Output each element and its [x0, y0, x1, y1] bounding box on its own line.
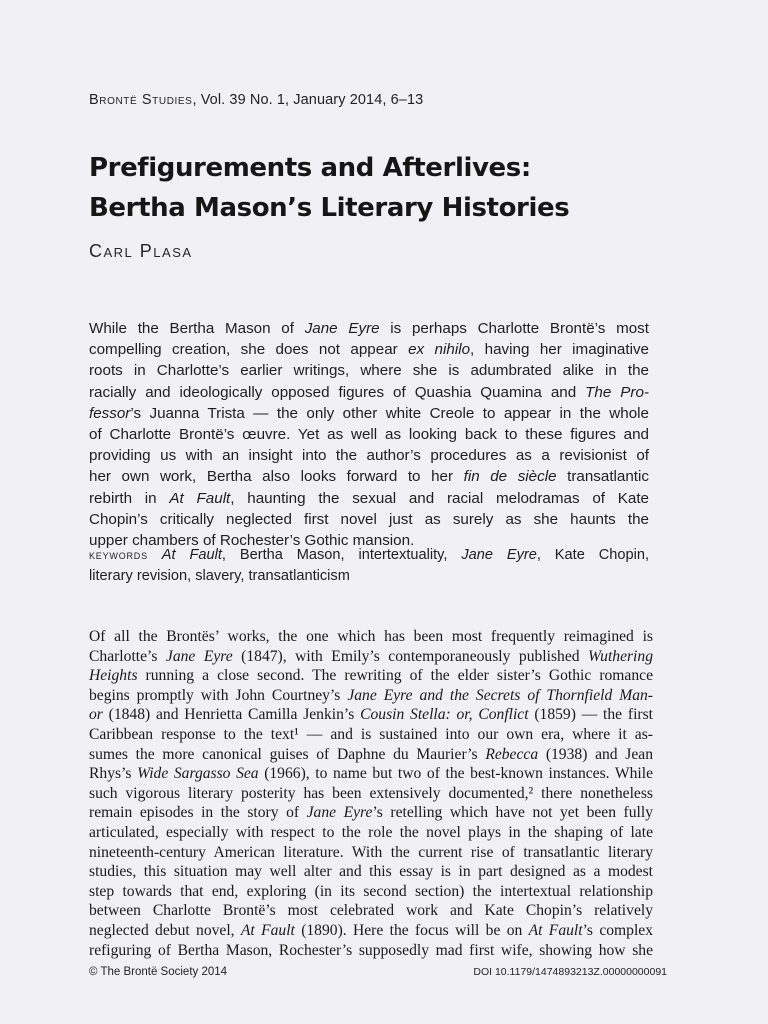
body-line: sumes the more canonical guises of Daphne du Maurier’s Rebecca (1938) and Jean: [89, 745, 653, 763]
abstract-line: roots in Charlotte’s earlier writings, where she is adumbrated alike in the: [89, 362, 649, 380]
abstract-line: compelling creation, she does not appear ex nihilo, having her imaginative: [89, 341, 649, 359]
author-name: Carl Plasa: [89, 241, 193, 261]
abstract-line: While the Bertha Mason of Jane Eyre is perhaps Charlotte Brontë’s most: [89, 320, 649, 337]
article-title: [89, 148, 689, 228]
body-line: refiguring of Bertha Mason, Rochester’s supposedly mad first wife, showing how she: [89, 941, 653, 959]
abstract-line: of Charlotte Brontë’s œuvre. Yet as well as looking back to these figures and: [89, 426, 649, 444]
body-line: Of all the Brontës’ works, the one which has been most frequently reimagined is: [89, 628, 653, 645]
keywords-block: [89, 545, 649, 586]
body-line: begins promptly with John Courtney’s Jane Eyre and the Secrets of Thornfield Man-: [89, 686, 654, 704]
abstract-line: rebirth in At Fault, haunting the sexual and racial melodramas of Kate: [89, 489, 650, 507]
keywords-line-2: [89, 566, 649, 587]
keywords-list-2: literary revision, slavery, transatlanticism: [89, 567, 350, 584]
body-line: neglected debut novel, At Fault (1890). Here the focus will be on At Fault’s complex: [89, 921, 654, 939]
title-line-1: Prefigurements and Afterlives:: [89, 153, 531, 183]
body-line: between Charlotte Brontë’s most celebrated work and Kate Chopin’s relatively: [89, 902, 653, 920]
journal-name: Brontë Studies: [89, 92, 193, 108]
title-line-2: Bertha Mason’s Literary Histories: [89, 193, 570, 223]
abstract-line: fessor’s Juanna Trista — the only other white Creole to appear in the whole: [89, 404, 649, 422]
body-line: Caribbean response to the text¹ — and is sustained into our own era, where it as-: [89, 725, 653, 743]
body-line: Charlotte’s Jane Eyre (1847), with Emily’s contemporaneously published Wuthering: [89, 647, 653, 665]
body-line: remain episodes in the story of Jane Eyre’s retelling which have not yet been fully: [89, 804, 654, 822]
citation-details: , Vol. 39 No. 1, January 2014, 6–13: [192, 92, 424, 108]
body-text: [89, 627, 653, 960]
body-line: articulated, especially with respect to the role the novel plays in the shaping of late: [89, 823, 653, 841]
body-line: such vigorous literary posterity has been extensively documented,² there nonetheless: [89, 784, 653, 802]
body-line: or (1848) and Henrietta Camilla Jenkin’s Cousin Stella: or, Conflict (1859) — the first: [89, 706, 653, 724]
abstract-line: upper chambers of Rochester’s Gothic mansion.: [89, 532, 415, 550]
body-line: studies, this situation may well alter and this essay is in part designed as a modest: [89, 863, 653, 881]
keywords-list-1: At Fault, Bertha Mason, intertextuality, Jane Eyre, Kate Chopin,: [161, 547, 649, 563]
body-line: Rhys’s Wide Sargasso Sea (1966), to name but two of the best-known instances. While: [89, 765, 653, 783]
body-line: nineteenth-century American literature. With the current rise of transatlantic literary: [89, 843, 653, 861]
abstract-line: her own work, Bertha also looks forward to her fin de siècle transatlantic: [89, 468, 649, 486]
journal-citation: [89, 92, 423, 108]
keywords-line-1: [89, 545, 649, 566]
copyright-notice: © The Brontë Society 2014: [89, 966, 228, 978]
abstract: [89, 318, 649, 551]
abstract-line: Chopin’s critically neglected first novel just as surely as she haunts the: [89, 510, 649, 528]
abstract-line: racially and ideologically opposed figures of Quashia Quamina and The Pro-: [89, 383, 649, 401]
body-line: step towards that end, exploring (in its second section) the intertextual relationship: [89, 882, 653, 900]
body-line: Heights running a close second. The rewriting of the elder sister’s Gothic romance: [89, 667, 653, 685]
abstract-line: providing us with an insight into the author’s procedures as a revisionist of: [89, 447, 649, 465]
keywords-label: keywords: [89, 547, 148, 562]
doi: DOI 10.1179/1474893213Z.00000000091: [473, 966, 667, 978]
